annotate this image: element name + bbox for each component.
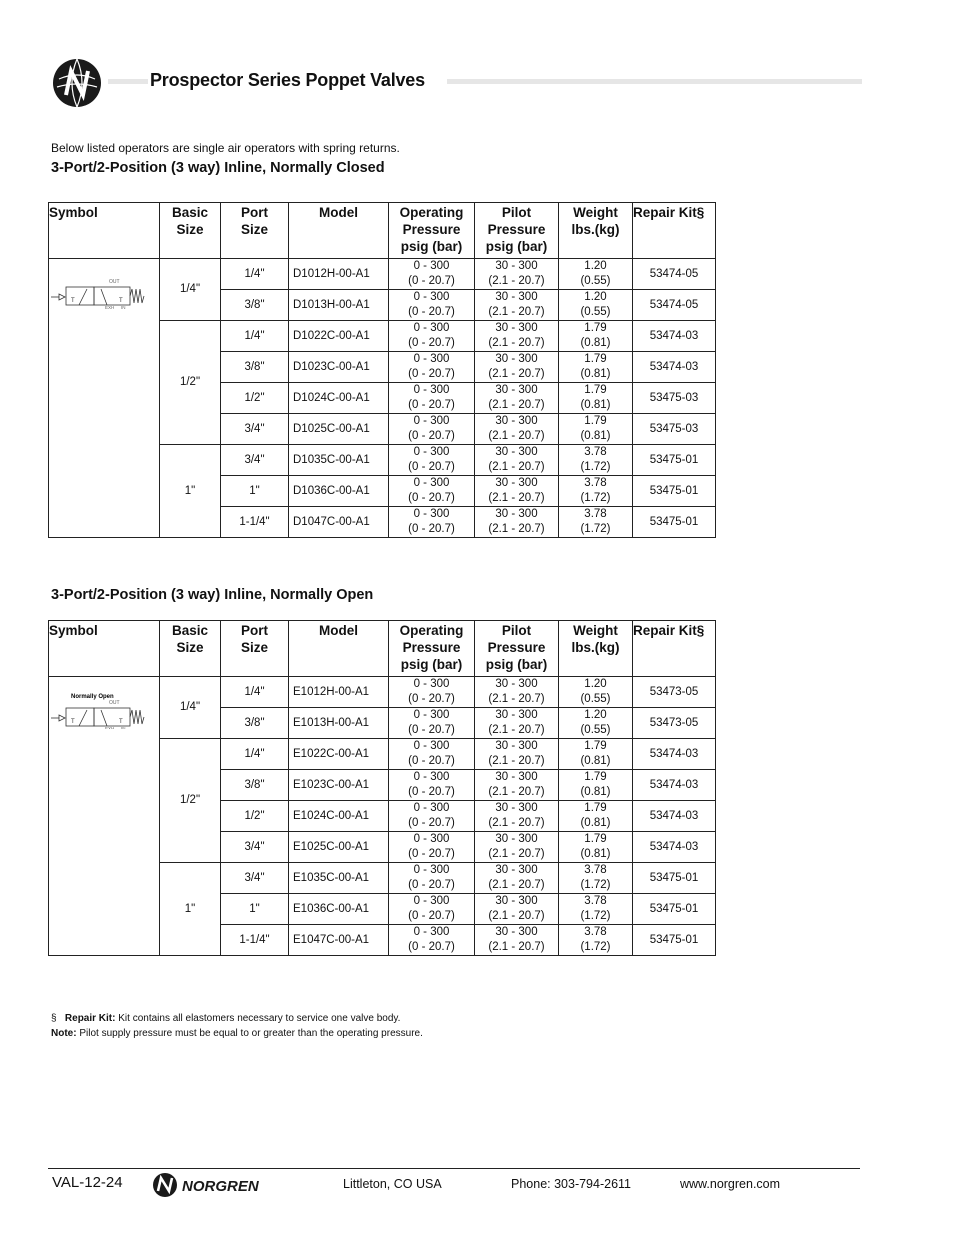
operating-pressure-cell: 0 - 300 (0 - 20.7) xyxy=(389,677,475,708)
repair-kit-label: Repair Kit: xyxy=(64,1013,116,1024)
operating-pressure-cell: 0 - 300 (0 - 20.7) xyxy=(389,832,475,863)
operating-pressure-cell: 0 - 300 (0 - 20.7) xyxy=(389,894,475,925)
model-cell: E1036C-00-A1 xyxy=(289,894,389,925)
weight-cell: 1.79 (0.81) xyxy=(559,352,633,383)
port-size-cell: 1/2" xyxy=(221,383,289,414)
port-size-cell: 1/4" xyxy=(221,259,289,290)
svg-text:T: T xyxy=(119,719,123,725)
weight-cell: 1.79 (0.81) xyxy=(559,770,633,801)
column-header: Pilot Pressure psig (bar) xyxy=(475,621,559,677)
column-header: Operating Pressure psig (bar) xyxy=(389,203,475,259)
repair-kit-cell: 53474-03 xyxy=(633,801,716,832)
valve-symbol xyxy=(49,259,160,538)
pilot-pressure-cell: 30 - 300 (2.1 - 20.7) xyxy=(475,290,559,321)
repair-kit-cell: 53475-01 xyxy=(633,863,716,894)
column-header: Repair Kit§ xyxy=(633,621,716,677)
norgren-globe-logo xyxy=(51,57,103,109)
valve-symbol-icon xyxy=(49,689,153,729)
weight-cell: 3.78 (1.72) xyxy=(559,507,633,538)
weight-cell: 1.79 (0.81) xyxy=(559,801,633,832)
section-title-normally-closed: 3-Port/2-Position (3 way) Inline, Normally Closed xyxy=(51,160,385,176)
basic-size-cell: 1/2" xyxy=(160,321,221,445)
repair-kit-cell: 53474-03 xyxy=(633,321,716,352)
weight-cell: 1.20 (0.55) xyxy=(559,677,633,708)
port-size-cell: 3/4" xyxy=(221,445,289,476)
pilot-pressure-cell: 30 - 300 (2.1 - 20.7) xyxy=(475,739,559,770)
basic-size-cell: 1" xyxy=(160,445,221,538)
page-number: VAL-12-24 xyxy=(52,1174,123,1191)
pilot-pressure-cell: 30 - 300 (2.1 - 20.7) xyxy=(475,321,559,352)
svg-text:T: T xyxy=(71,298,75,304)
footer-website[interactable]: www.norgren.com xyxy=(680,1177,781,1191)
operating-pressure-cell: 0 - 300 (0 - 20.7) xyxy=(389,507,475,538)
column-header: Port Size xyxy=(221,621,289,677)
pilot-pressure-cell: 30 - 300 (2.1 - 20.7) xyxy=(475,352,559,383)
svg-text:EXH: EXH xyxy=(105,305,115,310)
table-header-row xyxy=(49,621,716,677)
weight-cell: 3.78 (1.72) xyxy=(559,445,633,476)
weight-cell: 1.79 (0.81) xyxy=(559,321,633,352)
port-size-cell: 3/4" xyxy=(221,414,289,445)
port-size-cell: 1-1/4" xyxy=(221,925,289,956)
weight-cell: 1.79 (0.81) xyxy=(559,739,633,770)
port-size-cell: 3/8" xyxy=(221,352,289,383)
model-cell: D1013H-00-A1 xyxy=(289,290,389,321)
pilot-pressure-cell: 30 - 300 (2.1 - 20.7) xyxy=(475,383,559,414)
repair-kit-text: Kit contains all elastomers necessary to service one valve body. xyxy=(115,1013,401,1024)
repair-kit-cell: 53475-01 xyxy=(633,894,716,925)
pilot-pressure-cell: 30 - 300 (2.1 - 20.7) xyxy=(475,894,559,925)
section-title-normally-open: 3-Port/2-Position (3 way) Inline, Normally Open xyxy=(51,587,374,603)
repair-kit-cell: 53474-03 xyxy=(633,739,716,770)
svg-text:IN: IN xyxy=(121,305,126,310)
model-cell: E1025C-00-A1 xyxy=(289,832,389,863)
brand-wordmark: NORGREN xyxy=(182,1178,259,1195)
weight-cell: 3.78 (1.72) xyxy=(559,894,633,925)
weight-cell: 3.78 (1.72) xyxy=(559,925,633,956)
port-size-cell: 1-1/4" xyxy=(221,507,289,538)
model-cell: D1024C-00-A1 xyxy=(289,383,389,414)
note-label: Note: xyxy=(51,1028,77,1039)
operating-pressure-cell: 0 - 300 (0 - 20.7) xyxy=(389,414,475,445)
repair-kit-cell: 53473-05 xyxy=(633,708,716,739)
port-size-cell: 1" xyxy=(221,476,289,507)
repair-kit-cell: 53475-01 xyxy=(633,507,716,538)
repair-kit-cell: 53474-03 xyxy=(633,770,716,801)
column-header: Model xyxy=(289,621,389,677)
operating-pressure-cell: 0 - 300 (0 - 20.7) xyxy=(389,863,475,894)
operating-pressure-cell: 0 - 300 (0 - 20.7) xyxy=(389,445,475,476)
model-cell: E1012H-00-A1 xyxy=(289,677,389,708)
repair-kit-cell: 53474-05 xyxy=(633,259,716,290)
model-cell: D1036C-00-A1 xyxy=(289,476,389,507)
intro-text: Below listed operators are single air operators with spring returns. xyxy=(51,141,400,155)
header-rule-right xyxy=(447,79,862,84)
weight-cell: 1.79 (0.81) xyxy=(559,414,633,445)
svg-text:OUT: OUT xyxy=(109,279,120,285)
spec-table-normally-open xyxy=(48,620,716,956)
model-cell: D1012H-00-A1 xyxy=(289,259,389,290)
operating-pressure-cell: 0 - 300 (0 - 20.7) xyxy=(389,925,475,956)
repair-kit-cell: 53475-03 xyxy=(633,383,716,414)
pilot-pressure-cell: 30 - 300 (2.1 - 20.7) xyxy=(475,677,559,708)
model-cell: D1023C-00-A1 xyxy=(289,352,389,383)
column-header: Weight lbs.(kg) xyxy=(559,203,633,259)
weight-cell: 3.78 (1.72) xyxy=(559,476,633,507)
repair-kit-cell: 53474-05 xyxy=(633,290,716,321)
column-header: Weight lbs.(kg) xyxy=(559,621,633,677)
weight-cell: 1.20 (0.55) xyxy=(559,708,633,739)
pilot-pressure-cell: 30 - 300 (2.1 - 20.7) xyxy=(475,801,559,832)
repair-kit-cell: 53475-03 xyxy=(633,414,716,445)
port-size-cell: 1/4" xyxy=(221,677,289,708)
pilot-pressure-cell: 30 - 300 (2.1 - 20.7) xyxy=(475,476,559,507)
pilot-pressure-cell: 30 - 300 (2.1 - 20.7) xyxy=(475,259,559,290)
header-rule-left xyxy=(108,79,148,84)
footnotes xyxy=(51,1011,423,1041)
basic-size-cell: 1" xyxy=(160,863,221,956)
operating-pressure-cell: 0 - 300 (0 - 20.7) xyxy=(389,321,475,352)
weight-cell: 1.20 (0.55) xyxy=(559,259,633,290)
weight-cell: 3.78 (1.72) xyxy=(559,863,633,894)
operating-pressure-cell: 0 - 300 (0 - 20.7) xyxy=(389,476,475,507)
port-size-cell: 3/8" xyxy=(221,708,289,739)
section-symbol: § xyxy=(51,1013,57,1024)
column-header: Basic Size xyxy=(160,621,221,677)
column-header: Basic Size xyxy=(160,203,221,259)
port-size-cell: 3/4" xyxy=(221,832,289,863)
model-cell: D1022C-00-A1 xyxy=(289,321,389,352)
column-header: Repair Kit§ xyxy=(633,203,716,259)
table-header-row xyxy=(49,203,716,259)
model-cell: D1035C-00-A1 xyxy=(289,445,389,476)
operating-pressure-cell: 0 - 300 (0 - 20.7) xyxy=(389,352,475,383)
operating-pressure-cell: 0 - 300 (0 - 20.7) xyxy=(389,259,475,290)
pilot-pressure-cell: 30 - 300 (2.1 - 20.7) xyxy=(475,507,559,538)
port-size-cell: 1/4" xyxy=(221,321,289,352)
model-cell: D1047C-00-A1 xyxy=(289,507,389,538)
basic-size-cell: 1/4" xyxy=(160,259,221,321)
weight-cell: 1.20 (0.55) xyxy=(559,290,633,321)
column-header: Port Size xyxy=(221,203,289,259)
column-header: Operating Pressure psig (bar) xyxy=(389,621,475,677)
port-size-cell: 3/8" xyxy=(221,290,289,321)
model-cell: E1035C-00-A1 xyxy=(289,863,389,894)
repair-kit-cell: 53475-01 xyxy=(633,445,716,476)
svg-text:EXH: EXH xyxy=(105,726,115,729)
model-cell: E1047C-00-A1 xyxy=(289,925,389,956)
port-size-cell: 3/4" xyxy=(221,863,289,894)
page-title: Prospector Series Poppet Valves xyxy=(150,70,425,90)
weight-cell: 1.79 (0.81) xyxy=(559,832,633,863)
svg-text:IN: IN xyxy=(121,726,126,729)
svg-text:T: T xyxy=(119,298,123,304)
basic-size-cell: 1/4" xyxy=(160,677,221,739)
operating-pressure-cell: 0 - 300 (0 - 20.7) xyxy=(389,801,475,832)
pilot-pressure-cell: 30 - 300 (2.1 - 20.7) xyxy=(475,863,559,894)
model-cell: E1024C-00-A1 xyxy=(289,801,389,832)
operating-pressure-cell: 0 - 300 (0 - 20.7) xyxy=(389,708,475,739)
operating-pressure-cell: 0 - 300 (0 - 20.7) xyxy=(389,383,475,414)
model-cell: E1013H-00-A1 xyxy=(289,708,389,739)
model-cell: E1022C-00-A1 xyxy=(289,739,389,770)
repair-kit-cell: 53474-03 xyxy=(633,832,716,863)
pilot-note xyxy=(51,1026,423,1041)
repair-kit-cell: 53473-05 xyxy=(633,677,716,708)
pilot-pressure-cell: 30 - 300 (2.1 - 20.7) xyxy=(475,445,559,476)
valve-symbol xyxy=(49,677,160,956)
spec-table-normally-closed xyxy=(48,202,716,538)
repair-kit-cell: 53474-03 xyxy=(633,352,716,383)
footer-rule xyxy=(48,1168,860,1169)
norgren-brand-logo xyxy=(152,1171,286,1199)
repair-kit-cell: 53475-01 xyxy=(633,476,716,507)
column-header: Model xyxy=(289,203,389,259)
port-size-cell: 1/2" xyxy=(221,801,289,832)
svg-text:Normally Open: Normally Open xyxy=(71,694,114,700)
weight-cell: 1.79 (0.81) xyxy=(559,383,633,414)
operating-pressure-cell: 0 - 300 (0 - 20.7) xyxy=(389,290,475,321)
model-cell: D1025C-00-A1 xyxy=(289,414,389,445)
basic-size-cell: 1/2" xyxy=(160,739,221,863)
column-header: Symbol xyxy=(49,621,160,677)
pilot-pressure-cell: 30 - 300 (2.1 - 20.7) xyxy=(475,770,559,801)
pilot-pressure-cell: 30 - 300 (2.1 - 20.7) xyxy=(475,708,559,739)
footer-city: Littleton, CO USA xyxy=(343,1177,442,1191)
column-header: Symbol xyxy=(49,203,160,259)
operating-pressure-cell: 0 - 300 (0 - 20.7) xyxy=(389,739,475,770)
svg-text:OUT: OUT xyxy=(109,700,120,706)
table-row xyxy=(49,259,716,290)
svg-text:T: T xyxy=(71,719,75,725)
footer-phone: Phone: 303-794-2611 xyxy=(511,1177,632,1191)
note-text: Pilot supply pressure must be equal to or greater than the operating pressure. xyxy=(76,1028,423,1039)
valve-symbol-icon xyxy=(49,271,153,311)
pilot-pressure-cell: 30 - 300 (2.1 - 20.7) xyxy=(475,925,559,956)
pilot-pressure-cell: 30 - 300 (2.1 - 20.7) xyxy=(475,414,559,445)
repair-kit-note xyxy=(51,1011,423,1026)
port-size-cell: 3/8" xyxy=(221,770,289,801)
repair-kit-cell: 53475-01 xyxy=(633,925,716,956)
model-cell: E1023C-00-A1 xyxy=(289,770,389,801)
port-size-cell: 1" xyxy=(221,894,289,925)
operating-pressure-cell: 0 - 300 (0 - 20.7) xyxy=(389,770,475,801)
pilot-pressure-cell: 30 - 300 (2.1 - 20.7) xyxy=(475,832,559,863)
port-size-cell: 1/4" xyxy=(221,739,289,770)
table-row xyxy=(49,677,716,708)
column-header: Pilot Pressure psig (bar) xyxy=(475,203,559,259)
